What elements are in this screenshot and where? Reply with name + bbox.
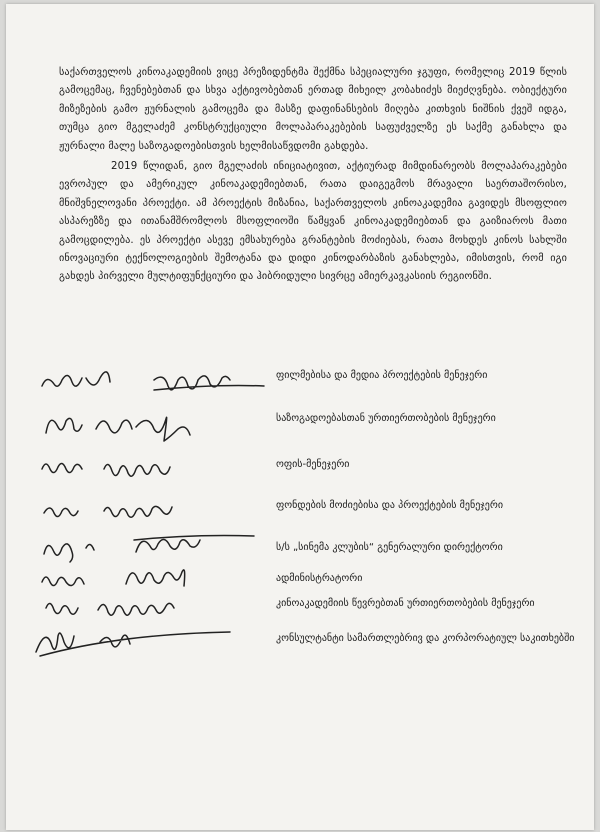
signatory-role: საზოგადოებასთან ურთიერთობების მენეჯერი [276, 413, 496, 424]
handwritten-signature [34, 360, 284, 404]
signatory-role: კინოაკადემიის წევრებთან ურთიერთობების მენეჯერი [276, 598, 535, 609]
handwritten-signature [36, 403, 286, 447]
handwritten-signature [34, 447, 284, 491]
body-text [59, 64, 567, 287]
handwritten-signature [30, 622, 280, 666]
document-sheet [6, 4, 594, 830]
signatory-role: კონსულტანტი სამართლებრივ და კორპორატიულ საკითხებში [276, 633, 575, 644]
signatory-role: ოფის-მენეჯერი [276, 459, 350, 470]
paragraph-2: 2019 წლიდან, გიო მგელაძის ინიციატივით, აქტიურად მიმდინარეობს მოლაპარაკებები ევროპულ და ამერიკულ კინოაკადემიებთან, რათა დაიგეგმოს მრავალი საერთაშორისო, მნიშვნელოვანი პროექტი. ამ პროექტის მიზანია, საქართველოს კინოაკადემია გავიდეს მსოფლიო ასპარეზზე და ითანამშრომლოს მსოფლიოში წამყვან კინოაკადემიებთან და გაიზიაროს მათი გამოცდილება. ეს პროექტი ასევე ემსახურება გრანტების მოძიებას, რათა მოხდეს კინოს სახლში ინოვაციური ტექნოლოგიების შემოტანა და დიდი კინოდარბაზის განახლება, იმისთვის, რომ იგი გახდეს პირველი მულტიფუნქციური და ჰიბრიდული სივრცე ამიერკავკასიის რეგიონში. [59, 161, 567, 283]
signatory-role: ფილმებისა და მედია პროექტების მენეჯერი [276, 370, 488, 381]
signatory-role: ადმინისტრატორი [276, 573, 363, 584]
paragraph-1: საქართველოს კინოაკადემიის ვიცე პრეზიდენტმა შექმნა სპეციალური ჯგუფი, რომელიც 2019 წლის გამოცემაც, ჩვენებებთან და სხვა აქტივობებთან ერთად მიხეილ კობახიძეს მიეძღვნება. ობიექტური მიზეზების გამო ჟურნალის გამოცემა და მასზე დაფინანსების მიღება კითხვის ნიშნის ქვეშ იდგა, თუმცა გიო მგელაძემ კონსტრუქციული მოლაპარაკებების საფუძველზე ეს საქმე განახლა და ჟურნალი მალე საზოგადოებისთვის ხელმისაწვდომი გახდება. [59, 67, 567, 152]
signatory-role: ფონდების მოძიებისა და პროექტების მენეჯერი [276, 500, 504, 511]
signatory-role: ს/ს „სინემა კლუბის“ გენერალური დირექტორი [276, 542, 503, 553]
